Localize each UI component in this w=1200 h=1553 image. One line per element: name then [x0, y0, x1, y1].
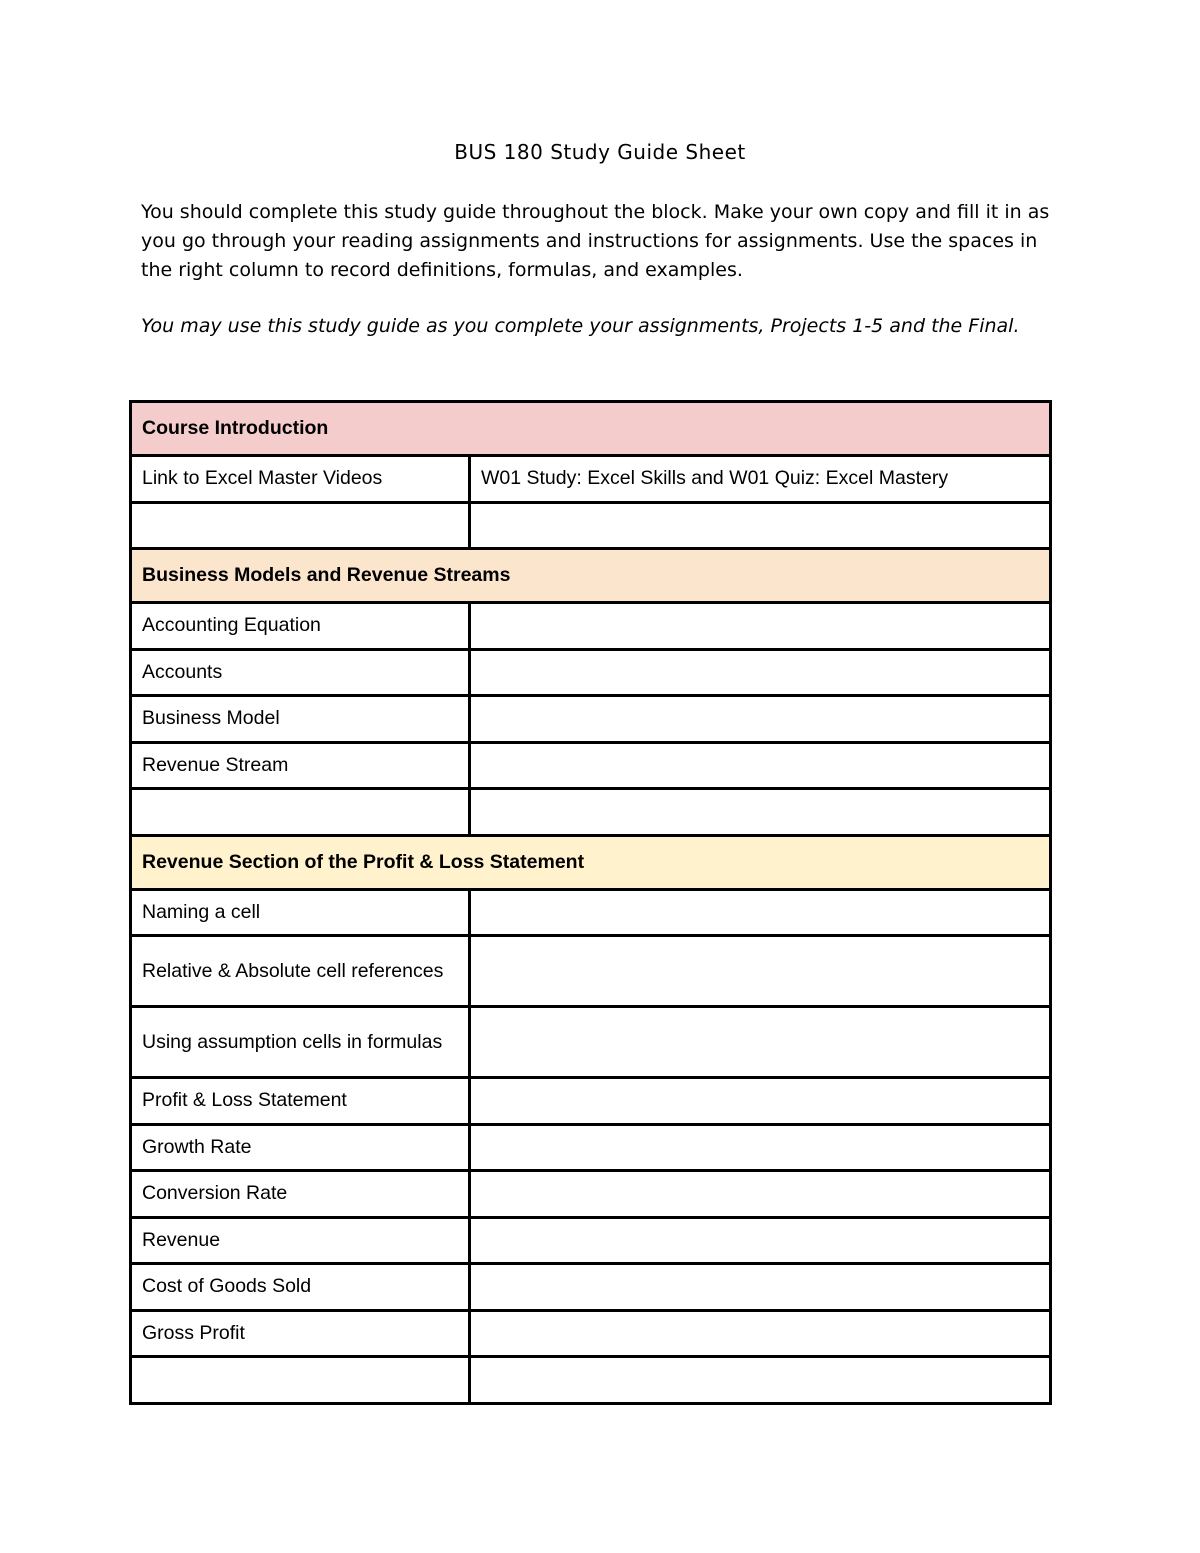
table-row [131, 889, 1051, 936]
term-cell: Accounting Equation [131, 603, 470, 650]
term-cell: Accounts [131, 649, 470, 696]
notes-cell[interactable] [470, 1217, 1051, 1264]
notes-cell[interactable] [470, 1007, 1051, 1078]
table-row [131, 456, 1051, 503]
term-cell: Revenue [131, 1217, 470, 1264]
table-row [131, 1007, 1051, 1078]
table-row [131, 936, 1051, 1007]
table-row [131, 1217, 1051, 1264]
section-header-business-models [131, 549, 1051, 603]
notes-cell[interactable] [470, 649, 1051, 696]
table-row [131, 1078, 1051, 1125]
notes-cell[interactable] [470, 1124, 1051, 1171]
section-header-course-introduction [131, 402, 1051, 456]
study-guide-table [129, 400, 1052, 1405]
table-row [131, 649, 1051, 696]
term-cell[interactable] [131, 502, 470, 549]
term-cell: Using assumption cells in formulas [131, 1007, 470, 1078]
table-row [131, 742, 1051, 789]
notes-cell[interactable]: W01 Study: Excel Skills and W01 Quiz: Excel Mastery [470, 456, 1051, 503]
table-row [131, 603, 1051, 650]
table-row [131, 1264, 1051, 1311]
table-row [131, 1310, 1051, 1357]
notes-cell[interactable] [470, 1357, 1051, 1404]
table-row [131, 1171, 1051, 1218]
usage-note: You may use this study guide as you complete your assignments, Projects 1-5 and the Final. [141, 315, 1020, 337]
notes-cell[interactable] [470, 502, 1051, 549]
term-cell: Growth Rate [131, 1124, 470, 1171]
notes-cell[interactable] [470, 1310, 1051, 1357]
term-cell: Profit & Loss Statement [131, 1078, 470, 1125]
notes-cell[interactable] [470, 603, 1051, 650]
table-row [131, 696, 1051, 743]
table-row [131, 789, 1051, 836]
notes-cell[interactable] [470, 936, 1051, 1007]
section-heading: Course Introduction [131, 402, 1051, 456]
term-cell: Cost of Goods Sold [131, 1264, 470, 1311]
notes-cell[interactable] [470, 696, 1051, 743]
notes-cell[interactable] [470, 742, 1051, 789]
notes-cell[interactable] [470, 789, 1051, 836]
term-cell: Conversion Rate [131, 1171, 470, 1218]
table-row [131, 1124, 1051, 1171]
intro-paragraph: You should complete this study guide throughout the block. Make your own copy and fill it in as you go through your reading assignments and instructions for assignments. Use the spaces in the right column to record definitions, formulas, and examples. [141, 201, 1050, 281]
term-cell: Naming a cell [131, 889, 470, 936]
notes-cell[interactable] [470, 1264, 1051, 1311]
section-heading: Revenue Section of the Profit & Loss Statement [131, 835, 1051, 889]
table-row [131, 1357, 1051, 1404]
document-title: BUS 180 Study Guide Sheet [454, 140, 746, 164]
term-cell: Gross Profit [131, 1310, 470, 1357]
term-cell[interactable] [131, 789, 470, 836]
notes-cell[interactable] [470, 889, 1051, 936]
section-header-revenue-section [131, 835, 1051, 889]
table-row [131, 502, 1051, 549]
term-cell: Link to Excel Master Videos [131, 456, 470, 503]
notes-cell[interactable] [470, 1171, 1051, 1218]
term-cell[interactable] [131, 1357, 470, 1404]
section-heading: Business Models and Revenue Streams [131, 549, 1051, 603]
term-cell: Relative & Absolute cell references [131, 936, 470, 1007]
notes-cell[interactable] [470, 1078, 1051, 1125]
term-cell: Revenue Stream [131, 742, 470, 789]
term-cell: Business Model [131, 696, 470, 743]
